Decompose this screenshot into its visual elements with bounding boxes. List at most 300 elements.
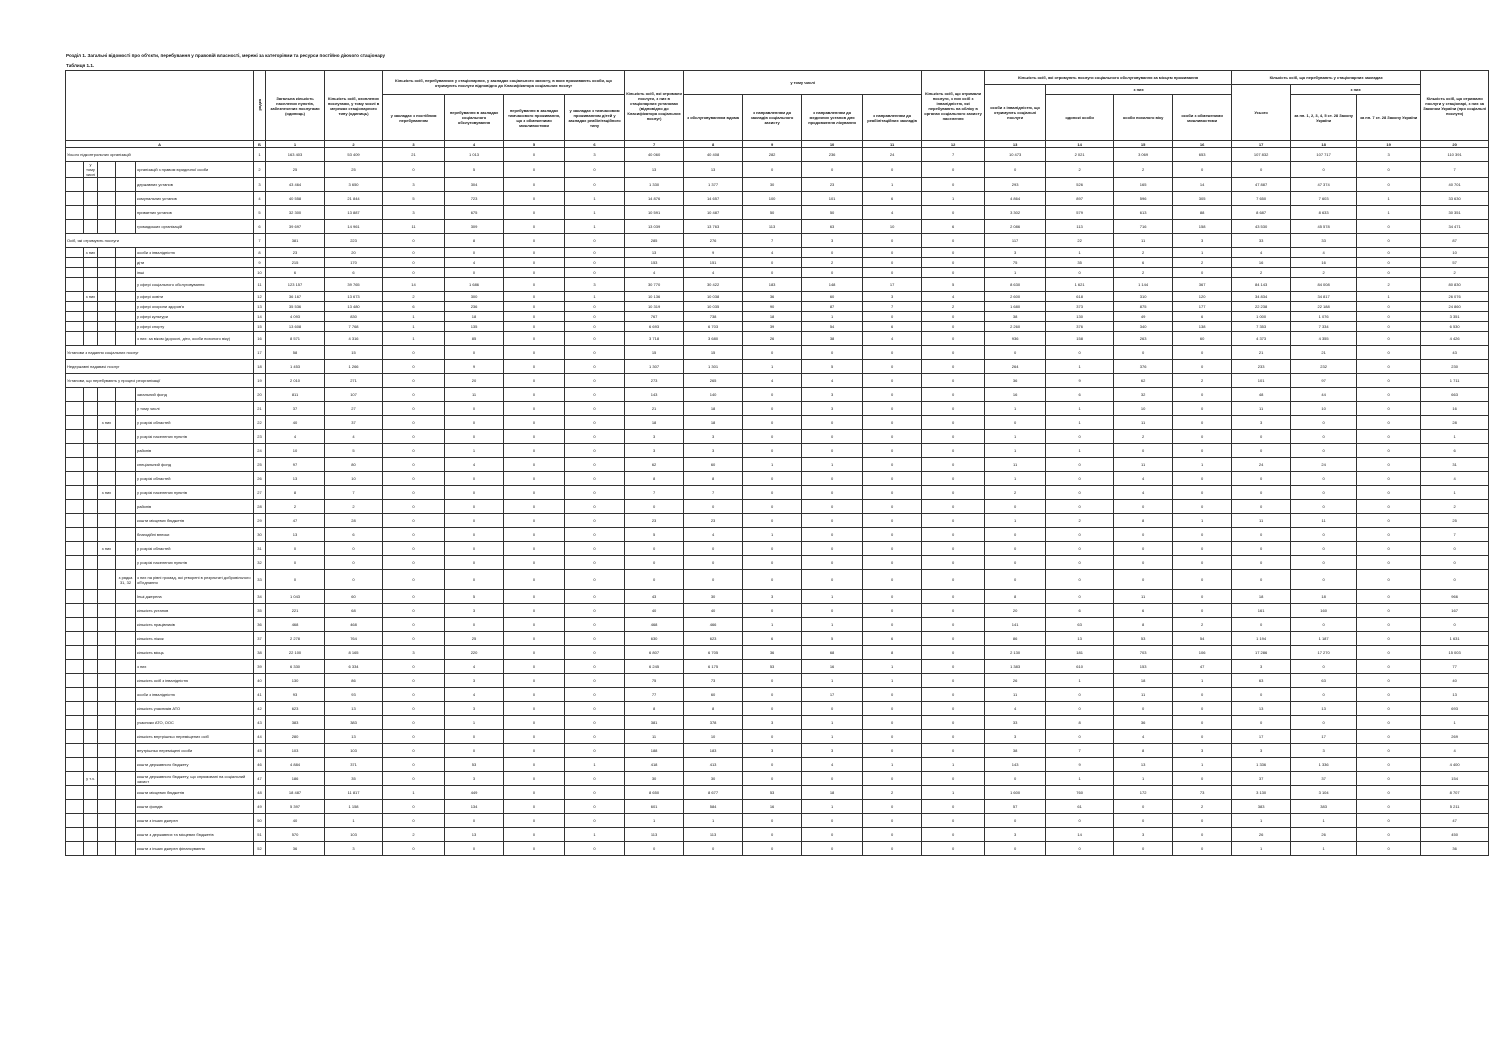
cell-value: 8: [266, 486, 325, 500]
row-label: у сфері освіти: [136, 292, 254, 302]
cell-value: 0: [565, 486, 625, 500]
cell-value: 9: [1046, 374, 1114, 388]
cell-value: 28: [1421, 416, 1489, 430]
cell-value: 40 558: [266, 192, 325, 206]
cell-value: 1: [802, 618, 863, 632]
row-number: 3: [254, 178, 266, 192]
cell-value: 2: [266, 500, 325, 514]
cell-value: 40: [266, 814, 325, 828]
row-group-1: [66, 632, 84, 646]
row-group-1: [66, 388, 84, 402]
cell-value: 0: [985, 772, 1046, 786]
cell-value: 0: [1114, 444, 1173, 458]
cell-value: 0: [383, 430, 445, 444]
cell-value: 53 409: [325, 148, 383, 162]
cell-value: 0: [922, 618, 985, 632]
cell-value: 4: [1114, 486, 1173, 500]
table-row: [66, 472, 1489, 486]
cell-value: 120: [1173, 292, 1232, 302]
row-group-3: [98, 206, 116, 220]
cell-value: 4 884: [266, 758, 325, 772]
cell-value: 2: [1291, 268, 1357, 278]
row-group-2: [84, 444, 98, 458]
row-group-4: [116, 688, 136, 702]
cell-value: 623: [266, 702, 325, 716]
row-group-4: [116, 472, 136, 486]
header-c5: перебування в закладах тимчасового проживання, що з обмеженими можливостями: [504, 95, 565, 141]
row-number: 16: [254, 332, 266, 346]
cell-value: 1: [383, 312, 445, 322]
row-label: діти: [136, 258, 254, 268]
row-number: 26: [254, 472, 266, 486]
cell-value: 23: [802, 178, 863, 192]
row-group-2: [84, 828, 98, 842]
cell-value: 48: [1232, 388, 1291, 402]
row-group-4: [116, 444, 136, 458]
row-group-1: [66, 402, 84, 416]
cell-value: 4 864: [985, 192, 1046, 206]
cell-value: 0: [1291, 716, 1357, 730]
cell-value: 6: [266, 268, 325, 278]
cell-value: 6: [863, 632, 922, 646]
row-label: кошти державного бюджету: [136, 758, 254, 772]
row-group-4: [116, 312, 136, 322]
cell-value: 0: [445, 416, 504, 430]
cell-value: 1: [1357, 192, 1421, 206]
row-group-1: [66, 192, 84, 206]
cell-value: 4: [445, 458, 504, 472]
cell-value: 0: [504, 430, 565, 444]
cell-value: 6 705: [684, 646, 743, 660]
row-group-4: [116, 556, 136, 570]
row-label: благодійні внески: [136, 528, 254, 542]
cell-value: 24: [1232, 458, 1291, 472]
cell-value: 0: [565, 500, 625, 514]
cell-value: 10: [863, 220, 922, 234]
cell-value: 16: [802, 660, 863, 674]
cell-value: 0: [504, 268, 565, 278]
row-label: державних установ: [136, 178, 254, 192]
cell-value: 93: [325, 688, 383, 702]
cell-value: 11 817: [325, 786, 383, 800]
row-number: 18: [254, 360, 266, 374]
cell-value: 579: [1046, 206, 1114, 220]
cell-value: 0: [1046, 472, 1114, 486]
cell-value: 18: [445, 312, 504, 322]
cell-value: 39: [743, 322, 802, 332]
row-group-1: [66, 268, 84, 278]
row-group-1: [66, 458, 84, 472]
row-group-3: [98, 192, 116, 206]
cell-value: 3: [802, 402, 863, 416]
row-group-4: [116, 430, 136, 444]
cell-value: 0: [802, 162, 863, 178]
cell-value: 0: [802, 842, 863, 856]
row-group-4: [116, 486, 136, 500]
cell-value: 13: [266, 528, 325, 542]
row-group-4: [116, 814, 136, 828]
cell-value: 31: [1421, 458, 1489, 472]
cell-value: 0: [383, 800, 445, 814]
cell-value: 177: [1173, 302, 1232, 312]
cell-value: 3 302: [985, 206, 1046, 220]
row-group-2: [84, 258, 98, 268]
cell-value: 50: [743, 206, 802, 220]
table-row: [66, 486, 1489, 500]
row-group-4: [116, 702, 136, 716]
cell-value: 33: [1291, 234, 1357, 248]
cell-value: 263: [1114, 332, 1173, 346]
cell-value: 0: [743, 430, 802, 444]
cell-value: 0: [504, 500, 565, 514]
cell-value: 236: [445, 302, 504, 312]
cell-value: 2: [325, 500, 383, 514]
cell-value: 16: [1421, 402, 1489, 416]
row-label: кількість працівників: [136, 618, 254, 632]
cell-value: 38: [985, 312, 1046, 322]
row-number: 34: [254, 590, 266, 604]
cell-value: 33: [1232, 234, 1291, 248]
cell-value: 4: [445, 660, 504, 674]
cell-value: 0: [1291, 486, 1357, 500]
cell-value: 0: [445, 542, 504, 556]
cell-value: 1: [1421, 716, 1489, 730]
cell-value: 0: [922, 248, 985, 258]
row-group-3: [98, 258, 116, 268]
cell-value: 0: [1357, 220, 1421, 234]
header-c9: з направленням до закладів соціального захисту: [743, 95, 802, 141]
cell-value: 0: [445, 268, 504, 278]
cell-value: 767: [625, 312, 684, 322]
table-row: [66, 416, 1489, 430]
cell-value: 0: [802, 514, 863, 528]
row-group-3: [98, 248, 116, 258]
cell-value: 0: [504, 374, 565, 388]
cell-value: 36: [743, 292, 802, 302]
header-group-3-6: Кількість осіб, перебуваючих у стаціонарних, у закладах соціального захисту, в яких проживають особи, що отримують послуги відповідно до Класифікатора соціальних послуг: [383, 71, 625, 95]
cell-value: 0: [383, 486, 445, 500]
cell-value: 383: [325, 716, 383, 730]
row-group-2: [84, 702, 98, 716]
table-row: [66, 590, 1489, 604]
cell-value: 4: [1291, 248, 1357, 258]
row-group-4: [116, 248, 136, 258]
cell-value: 0: [743, 556, 802, 570]
cell-value: 0: [383, 360, 445, 374]
cell-value: 0: [565, 528, 625, 542]
cell-value: 8: [684, 472, 743, 486]
cell-value: 0: [802, 542, 863, 556]
cell-value: 1 686: [445, 278, 504, 292]
cell-value: 0: [565, 332, 625, 346]
row-label: кошти з інших джерел фінансування: [136, 842, 254, 856]
row-group-4: [116, 302, 136, 312]
table-row: [66, 570, 1489, 590]
cell-value: 60: [684, 458, 743, 472]
cell-value: 0: [1046, 430, 1114, 444]
row-number: 40: [254, 674, 266, 688]
row-number: 10: [254, 268, 266, 278]
cell-value: 6: [1421, 444, 1489, 458]
cell-value: 0: [504, 542, 565, 556]
cell-value: 3: [1232, 416, 1291, 430]
cell-value: 43 530: [1232, 220, 1291, 234]
row-number: 14: [254, 312, 266, 322]
cell-value: 80: [325, 458, 383, 472]
cell-value: 1 680: [985, 302, 1046, 312]
cell-value: 6: [383, 302, 445, 312]
cell-value: 1: [1357, 206, 1421, 220]
cell-value: 0: [922, 162, 985, 178]
cell-value: 0: [1173, 772, 1232, 786]
row-group-2: [84, 660, 98, 674]
column-index-7: 7: [625, 141, 684, 148]
cell-value: 2: [985, 486, 1046, 500]
cell-value: 0: [325, 570, 383, 590]
cell-value: 0: [985, 500, 1046, 514]
row-group-1: [66, 258, 84, 268]
cell-value: 376: [1046, 322, 1114, 332]
row-label: комунальних установ: [136, 192, 254, 206]
row-group-2: [84, 646, 98, 660]
table-row: [66, 786, 1489, 800]
cell-value: 0: [1173, 688, 1232, 702]
cell-value: 0: [565, 660, 625, 674]
cell-value: 376: [1114, 360, 1173, 374]
cell-value: 40 701: [1421, 178, 1489, 192]
cell-value: 43 464: [266, 178, 325, 192]
cell-value: 0: [1357, 486, 1421, 500]
cell-value: 22 100: [266, 646, 325, 660]
cell-value: 0: [922, 258, 985, 268]
cell-value: 10 038: [684, 292, 743, 302]
cell-value: 54: [802, 322, 863, 332]
row-group-3: [98, 556, 116, 570]
cell-value: 4: [922, 292, 985, 302]
cell-value: 610: [1046, 660, 1114, 674]
cell-value: 2: [1173, 800, 1232, 814]
cell-value: 0: [565, 430, 625, 444]
cell-value: 0: [1357, 360, 1421, 374]
cell-value: 10 487: [684, 206, 743, 220]
cell-value: 101: [1232, 374, 1291, 388]
cell-value: 5 397: [266, 800, 325, 814]
cell-value: 0: [565, 248, 625, 258]
cell-value: 0: [504, 360, 565, 374]
row-number: 43: [254, 716, 266, 730]
cell-value: 10: [325, 472, 383, 486]
cell-value: 0: [504, 312, 565, 322]
cell-value: 0: [445, 472, 504, 486]
cell-value: 0: [922, 632, 985, 646]
cell-value: 383: [266, 716, 325, 730]
cell-value: 0: [565, 842, 625, 856]
cell-value: 8: [625, 472, 684, 486]
row-group-3: [98, 292, 116, 302]
cell-value: 0: [383, 458, 445, 472]
cell-value: 4: [802, 374, 863, 388]
cell-value: 0: [922, 660, 985, 674]
row-number: 12: [254, 292, 266, 302]
cell-value: 0: [504, 458, 565, 472]
cell-value: 113: [625, 828, 684, 842]
table-row: [66, 148, 1489, 162]
column-index-17: 17: [1232, 141, 1291, 148]
cell-value: 14 876: [625, 192, 684, 206]
row-group-3: [98, 828, 116, 842]
cell-value: 27: [325, 402, 383, 416]
cell-value: 0: [504, 646, 565, 660]
row-group-1: [66, 842, 84, 856]
row-group-3: [98, 302, 116, 312]
cell-value: 0: [863, 590, 922, 604]
cell-value: 3: [445, 702, 504, 716]
cell-value: 0: [565, 268, 625, 278]
column-index-row: [66, 141, 1489, 148]
cell-value: 0: [383, 258, 445, 268]
cell-value: 37: [325, 416, 383, 430]
row-group-2: [84, 674, 98, 688]
cell-value: 2 278: [266, 632, 325, 646]
cell-value: 3: [1173, 234, 1232, 248]
row-number: 37: [254, 632, 266, 646]
cell-value: 2 021: [1046, 148, 1114, 162]
row-label: у розрізі областей: [136, 472, 254, 486]
row-number: 13: [254, 302, 266, 312]
cell-value: 7 334: [1291, 322, 1357, 332]
cell-value: 97: [1291, 374, 1357, 388]
cell-value: 223: [325, 234, 383, 248]
cell-value: 0: [922, 716, 985, 730]
row-group-4: [116, 402, 136, 416]
cell-value: 113: [1046, 220, 1114, 234]
cell-value: 49: [1114, 312, 1173, 322]
cell-value: 0: [1173, 542, 1232, 556]
cell-value: 3: [684, 430, 743, 444]
cell-value: 293: [985, 178, 1046, 192]
cell-value: 0: [1232, 444, 1291, 458]
cell-value: 0: [684, 542, 743, 556]
row-number: 39: [254, 660, 266, 674]
cell-value: 6 334: [325, 660, 383, 674]
cell-value: 8: [1114, 744, 1173, 758]
column-index-4: 4: [445, 141, 504, 148]
cell-value: 13 039: [625, 220, 684, 234]
cell-value: 68: [325, 604, 383, 618]
cell-value: 0: [1114, 556, 1173, 570]
cell-value: 20: [325, 248, 383, 258]
column-index-3: 3: [383, 141, 445, 148]
cell-value: 0: [863, 716, 922, 730]
row-group-1: [66, 444, 84, 458]
row-group-3: [98, 632, 116, 646]
cell-value: 371: [325, 758, 383, 772]
row-group-2: [84, 472, 98, 486]
cell-value: 1 621: [1046, 278, 1114, 292]
cell-value: 7: [922, 148, 985, 162]
cell-value: 3 104: [1291, 786, 1357, 800]
row-label: кошти фондів: [136, 800, 254, 814]
row-label: кількість місць: [136, 646, 254, 660]
cell-value: 36: [1421, 842, 1489, 856]
cell-value: 6 703: [684, 322, 743, 332]
row-number: 48: [254, 786, 266, 800]
cell-value: 0: [266, 542, 325, 556]
cell-value: 107: [325, 388, 383, 402]
cell-value: 1: [1173, 674, 1232, 688]
row-group-4: [116, 842, 136, 856]
cell-value: 13: [325, 730, 383, 744]
cell-value: 1 453: [266, 360, 325, 374]
row-group-2: [84, 590, 98, 604]
cell-value: 0: [863, 472, 922, 486]
cell-value: 2 260: [985, 322, 1046, 332]
row-label: районів: [136, 444, 254, 458]
cell-value: 77: [1421, 660, 1489, 674]
row-group-1: [66, 556, 84, 570]
cell-value: 1: [1421, 486, 1489, 500]
cell-value: 1: [1046, 444, 1114, 458]
row-number: 4: [254, 192, 266, 206]
table-row: [66, 660, 1489, 674]
cell-value: 0: [684, 556, 743, 570]
cell-value: 3: [743, 716, 802, 730]
cell-value: 6: [1173, 312, 1232, 322]
cell-value: 0: [1046, 268, 1114, 278]
table-row: [66, 618, 1489, 632]
row-label: кошти державного бюджету, що спрямовані на соціальний захист: [136, 772, 254, 786]
header-group-8-11: у тому числі: [684, 71, 922, 95]
cell-value: 161: [1232, 604, 1291, 618]
row-group-2: [84, 192, 98, 206]
cell-value: 413: [684, 758, 743, 772]
cell-value: 0: [383, 416, 445, 430]
cell-value: 0: [1046, 486, 1114, 500]
cell-value: 26 076: [1421, 292, 1489, 302]
row-group-1: [66, 716, 84, 730]
cell-value: 37: [1232, 772, 1291, 786]
cell-value: 0: [504, 772, 565, 786]
table-row: [66, 206, 1489, 220]
header-group-14-16: з них: [1046, 85, 1232, 95]
row-group-4: [116, 618, 136, 632]
cell-value: 0: [1357, 646, 1421, 660]
table-row: [66, 388, 1489, 402]
cell-value: 0: [504, 758, 565, 772]
cell-value: 0: [1232, 500, 1291, 514]
cell-value: 0: [863, 570, 922, 590]
cell-value: 35 536: [266, 302, 325, 312]
cell-value: 623: [684, 632, 743, 646]
cell-value: 1: [383, 332, 445, 346]
cell-value: 0: [266, 570, 325, 590]
header-row-1: [66, 71, 1489, 85]
cell-value: 0: [743, 346, 802, 360]
cell-value: 2: [1173, 618, 1232, 632]
cell-value: 0: [1357, 570, 1421, 590]
cell-value: 5: [383, 192, 445, 206]
cell-value: 2: [1357, 278, 1421, 292]
cell-value: 596: [1114, 192, 1173, 206]
cell-value: 11: [985, 688, 1046, 702]
cell-value: 4: [863, 206, 922, 220]
statistics-table: [65, 70, 1489, 856]
cell-value: 0: [625, 842, 684, 856]
cell-value: 38: [802, 332, 863, 346]
cell-value: 0: [743, 730, 802, 744]
row-group-1: [66, 178, 84, 192]
cell-value: 0: [565, 346, 625, 360]
